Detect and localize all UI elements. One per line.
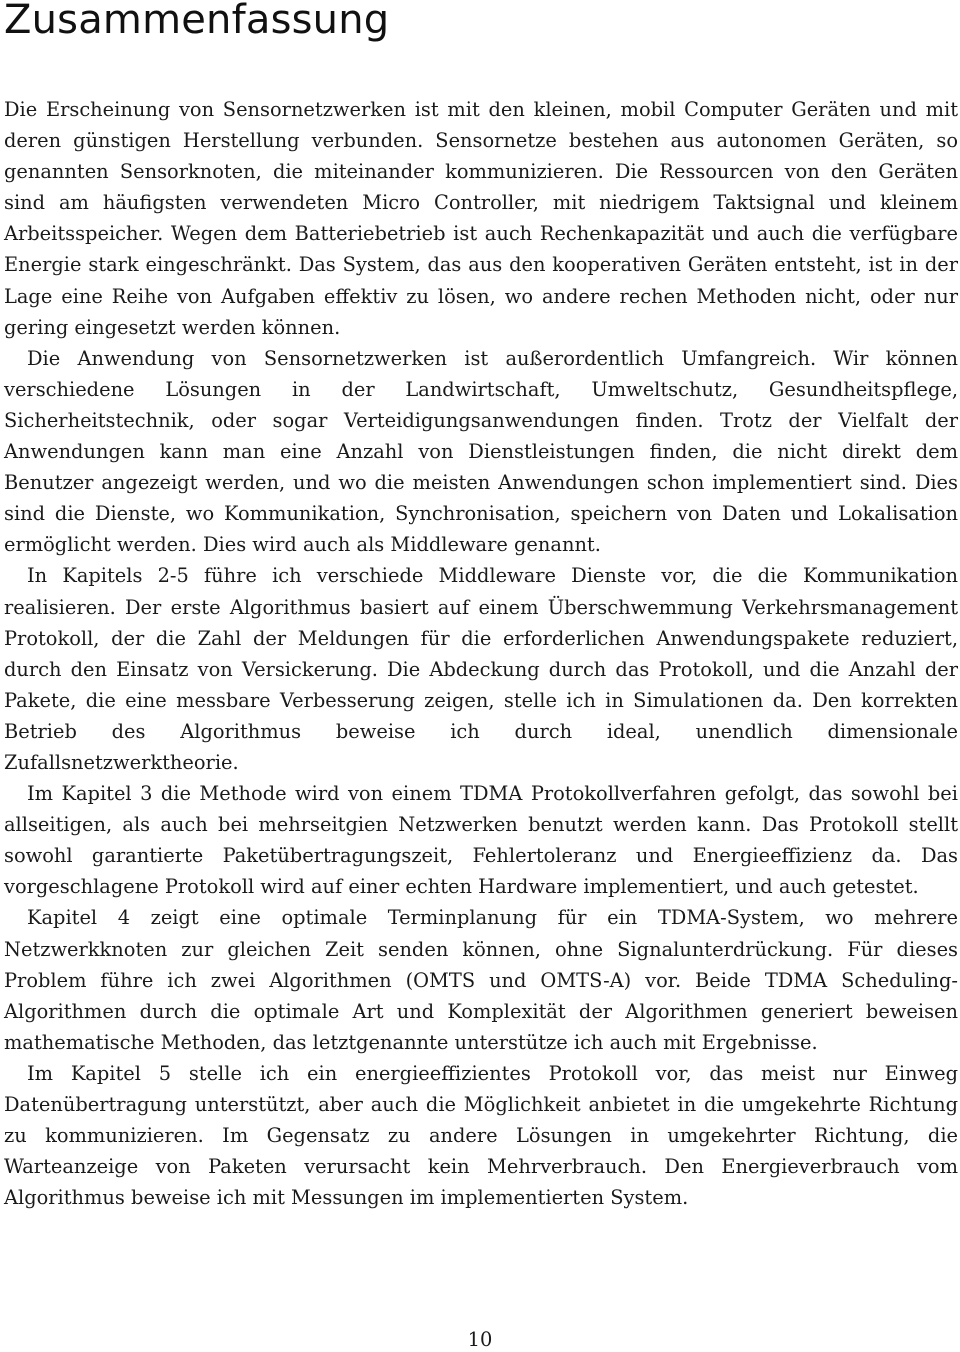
summary-body [4, 94, 958, 1213]
page-number: 10 [467, 1328, 493, 1351]
paragraph: In Kapitels 2-5 führe ich verschiede Middleware Dienste vor, die die Kommunikation realisieren. Der erste Algorithmus basiert auf einem Überschwemmung Verkehrsmanagement Protokoll, der die Zahl der Meldungen für die erforderlichen Anwendungspakete reduziert, durch den Einsatz von Versickerung. Die Abdeckung durch das Protokoll, und die Anzahl der Pakete, die eine messbare Verbesserung zeigen, stelle ich in Simulationen da. Den korrekten Betrieb des Algorithmus beweise ich durch ideal, unendlich dimensionale Zufallsnetzwerktheorie. [4, 564, 958, 774]
page-title: Zusammenfassung [4, 0, 390, 43]
paragraph: Die Anwendung von Sensornetzwerken ist außerordentlich Umfangreich. Wir können verschiedene Lösungen in der Landwirtschaft, Umweltschutz, Gesundheitspflege, Sicherheitstechnik, oder sogar Verteidigungsanwendungen finden. Trotz der Vielfalt der Anwendungen kann man eine Anzahl von Dienstleistungen finden, die nicht direkt dem Benutzer angezeigt werden, und wo die meisten Anwendungen schon implementiert sind. Dies sind die Dienste, wo Kommunikation, Synchronisation, speichern von Daten und Lokalisation ermöglicht werden. Dies wird auch als Middleware genannt. [4, 346, 958, 557]
paragraph: Kapitel 4 zeigt eine optimale Terminplanung für ein TDMA-System, wo mehrere Netzwerkknoten zur gleichen Zeit senden können, ohne Signalunterdrückung. Für dieses Problem führe ich zwei Algorithmen (OMTS und OMTS-A) vor. Beide TDMA Scheduling-Algorithmen durch die optimale Art und Komplexität der Algorithmen generiert beweisen mathematische Methoden, das letztgenannte unterstütze ich auch mit Ergebnisse. [4, 906, 958, 1054]
paragraph: Die Erscheinung von Sensornetzwerken ist mit den kleinen, mobil Computer Geräten und mit deren günstigen Herstellung verbunden. Sensornetze bestehen aus autonomen Geräten, so genannten Sensorknoten, die miteinander kommunizieren. Die Ressourcen von den Geräten sind am häufigsten verwendeten Micro Controller, mit niedrigem Taktsignal und kleinem Arbeitsspeicher. Wegen dem Batteriebetrieb ist auch Rechenkapazität und auch die verfügbare Energie stark eingeschränkt. Das System, das aus den kooperativen Geräten entsteht, ist in der Lage eine Reihe von Aufgaben effektiv zu lösen, wo andere rechen Methoden nicht, oder nur gering eingesetzt werden können. [4, 98, 958, 339]
paragraph: Im Kapitel 3 die Methode wird von einem TDMA Protokollverfahren gefolgt, das sowohl bei allseitigen, als auch bei mehrseitgien Netzwerken benutzt werden kann. Das Protokoll stellt sowohl garantierte Paketübertragungszeit, Fehlertoleranz und Energieeffizienz da. Das vorgeschlagene Protokoll wird auf einer echten Hardware implementiert, und auch getestet. [4, 782, 958, 899]
paragraph: Im Kapitel 5 stelle ich ein energieeffizientes Protokoll vor, das meist nur Einweg Datenübertragung unterstützt, aber auch die Möglichkeit anbietet in die umgekehrte Richtung zu kommunizieren. Im Gegensatz zu andere Lösungen in umgekehrter Richtung, die Warteanzeige von Paketen verursacht kein Mehrverbrauch. Den Energieverbrauch vom Algorithmus beweise ich mit Messungen im implementierten System. [4, 1061, 958, 1210]
